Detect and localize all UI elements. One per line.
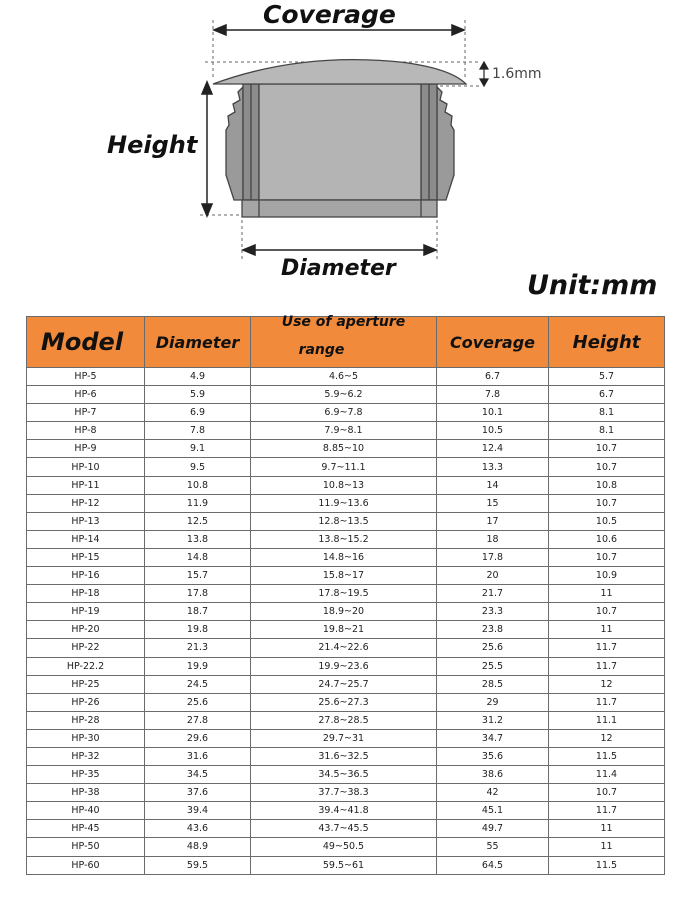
cell-coverage: 38.6 — [437, 766, 549, 784]
cell-model: HP-22 — [27, 639, 145, 657]
table-row — [27, 693, 665, 711]
cell-height: 10.7 — [549, 784, 665, 802]
cell-model: HP-11 — [27, 476, 145, 494]
cell-model: HP-22.2 — [27, 657, 145, 675]
cell-height: 6.7 — [549, 386, 665, 404]
cell-diameter: 37.6 — [145, 784, 251, 802]
table-row — [27, 530, 665, 548]
cell-height: 12 — [549, 675, 665, 693]
table-row — [27, 729, 665, 747]
cell-model: HP-40 — [27, 802, 145, 820]
cell-coverage: 25.6 — [437, 639, 549, 657]
cell-diameter: 5.9 — [145, 386, 251, 404]
cell-model: HP-18 — [27, 585, 145, 603]
cell-height: 10.7 — [549, 440, 665, 458]
diameter-label: Diameter — [281, 256, 396, 281]
cell-height: 11.7 — [549, 693, 665, 711]
table-row — [27, 639, 665, 657]
cell-coverage: 7.8 — [437, 386, 549, 404]
cell-coverage: 18 — [437, 530, 549, 548]
cell-height: 11.4 — [549, 766, 665, 784]
cell-range: 49~50.5 — [251, 838, 437, 856]
table-row — [27, 585, 665, 603]
cell-coverage: 31.2 — [437, 711, 549, 729]
cell-range: 25.6~27.3 — [251, 693, 437, 711]
cell-height: 10.9 — [549, 567, 665, 585]
diameter-arrow — [243, 245, 436, 255]
table-row — [27, 440, 665, 458]
cell-range: 13.8~15.2 — [251, 530, 437, 548]
cell-coverage: 15 — [437, 494, 549, 512]
cell-diameter: 21.3 — [145, 639, 251, 657]
cell-height: 10.7 — [549, 548, 665, 566]
cell-diameter: 10.8 — [145, 476, 251, 494]
height-label: Height — [107, 131, 198, 159]
cell-coverage: 64.5 — [437, 856, 549, 874]
thickness-label: 1.6mm — [492, 66, 542, 82]
unit-label: Unit:mm — [527, 270, 658, 301]
cell-diameter: 25.6 — [145, 693, 251, 711]
cell-height: 11.7 — [549, 802, 665, 820]
cell-diameter: 39.4 — [145, 802, 251, 820]
cell-range: 5.9~6.2 — [251, 386, 437, 404]
cell-model: HP-45 — [27, 820, 145, 838]
cell-diameter: 48.9 — [145, 838, 251, 856]
cell-coverage: 10.1 — [437, 404, 549, 422]
cell-model: HP-26 — [27, 693, 145, 711]
cell-diameter: 15.7 — [145, 567, 251, 585]
cell-height: 10.7 — [549, 603, 665, 621]
cell-model: HP-14 — [27, 530, 145, 548]
cell-diameter: 43.6 — [145, 820, 251, 838]
cell-height: 12 — [549, 729, 665, 747]
table-row — [27, 711, 665, 729]
cell-model: HP-7 — [27, 404, 145, 422]
table-row — [27, 603, 665, 621]
cell-diameter: 27.8 — [145, 711, 251, 729]
cell-coverage: 23.8 — [437, 621, 549, 639]
cell-coverage: 29 — [437, 693, 549, 711]
cell-range: 14.8~16 — [251, 548, 437, 566]
cell-model: HP-50 — [27, 838, 145, 856]
cell-model: HP-12 — [27, 494, 145, 512]
table-row — [27, 657, 665, 675]
cell-range: 11.9~13.6 — [251, 494, 437, 512]
cell-range: 27.8~28.5 — [251, 711, 437, 729]
cell-model: HP-10 — [27, 458, 145, 476]
cell-range: 39.4~41.8 — [251, 802, 437, 820]
table-row — [27, 766, 665, 784]
cell-model: HP-60 — [27, 856, 145, 874]
cell-coverage: 49.7 — [437, 820, 549, 838]
table-row — [27, 856, 665, 874]
table-row — [27, 747, 665, 765]
cell-model: HP-19 — [27, 603, 145, 621]
table-row — [27, 675, 665, 693]
cell-model: HP-28 — [27, 711, 145, 729]
cell-range: 4.6~5 — [251, 368, 437, 386]
table-row — [27, 386, 665, 404]
cell-coverage: 14 — [437, 476, 549, 494]
cell-coverage: 6.7 — [437, 368, 549, 386]
height-arrow — [202, 82, 212, 216]
cell-height: 11 — [549, 621, 665, 639]
cell-model: HP-30 — [27, 729, 145, 747]
cell-coverage: 10.5 — [437, 422, 549, 440]
cell-model: HP-9 — [27, 440, 145, 458]
cell-diameter: 12.5 — [145, 512, 251, 530]
cell-diameter: 24.5 — [145, 675, 251, 693]
header-model: Model — [27, 317, 145, 368]
plug-shape — [213, 60, 466, 217]
table-row — [27, 548, 665, 566]
cell-range: 19.9~23.6 — [251, 657, 437, 675]
cell-range: 29.7~31 — [251, 729, 437, 747]
table-row — [27, 512, 665, 530]
cell-range: 59.5~61 — [251, 856, 437, 874]
cell-height: 10.6 — [549, 530, 665, 548]
cell-height: 11 — [549, 585, 665, 603]
header-row — [27, 317, 665, 368]
cell-coverage: 34.7 — [437, 729, 549, 747]
cell-diameter: 19.9 — [145, 657, 251, 675]
cell-height: 11.5 — [549, 747, 665, 765]
table-row — [27, 621, 665, 639]
table-row — [27, 802, 665, 820]
cell-coverage: 55 — [437, 838, 549, 856]
table-row — [27, 784, 665, 802]
cell-diameter: 4.9 — [145, 368, 251, 386]
cell-range: 21.4~22.6 — [251, 639, 437, 657]
cell-model: HP-38 — [27, 784, 145, 802]
cell-model: HP-16 — [27, 567, 145, 585]
cell-coverage: 45.1 — [437, 802, 549, 820]
coverage-label: Coverage — [263, 0, 396, 29]
cell-diameter: 18.7 — [145, 603, 251, 621]
cell-diameter: 19.8 — [145, 621, 251, 639]
table-body — [27, 368, 665, 875]
cell-model: HP-25 — [27, 675, 145, 693]
cell-diameter: 17.8 — [145, 585, 251, 603]
cell-height: 8.1 — [549, 422, 665, 440]
cell-coverage: 23.3 — [437, 603, 549, 621]
cell-height: 10.7 — [549, 458, 665, 476]
cell-range: 37.7~38.3 — [251, 784, 437, 802]
cell-height: 11.7 — [549, 657, 665, 675]
cell-height: 10.7 — [549, 494, 665, 512]
cell-range: 6.9~7.8 — [251, 404, 437, 422]
cell-diameter: 11.9 — [145, 494, 251, 512]
header-height: Height — [549, 317, 665, 368]
table-row — [27, 368, 665, 386]
cell-coverage: 17 — [437, 512, 549, 530]
cell-coverage: 13.3 — [437, 458, 549, 476]
cell-model: HP-5 — [27, 368, 145, 386]
cell-height: 11.1 — [549, 711, 665, 729]
cell-model: HP-6 — [27, 386, 145, 404]
spec-table — [26, 316, 665, 875]
cell-range: 15.8~17 — [251, 567, 437, 585]
cell-height: 5.7 — [549, 368, 665, 386]
cell-range: 17.8~19.5 — [251, 585, 437, 603]
header-aperture-range — [251, 314, 437, 368]
cell-range: 9.7~11.1 — [251, 458, 437, 476]
cell-model: HP-13 — [27, 512, 145, 530]
cell-range: 12.8~13.5 — [251, 512, 437, 530]
cell-model: HP-32 — [27, 747, 145, 765]
table-row — [27, 494, 665, 512]
cell-diameter: 14.8 — [145, 548, 251, 566]
cell-height: 8.1 — [549, 404, 665, 422]
header-diameter: Diameter — [145, 317, 251, 368]
cell-diameter: 6.9 — [145, 404, 251, 422]
cell-coverage: 25.5 — [437, 657, 549, 675]
header-coverage: Coverage — [437, 317, 549, 368]
cell-coverage: 17.8 — [437, 548, 549, 566]
cell-coverage: 35.6 — [437, 747, 549, 765]
hole-plug-diagram — [0, 0, 676, 300]
cell-model: HP-8 — [27, 422, 145, 440]
cell-height: 11.5 — [549, 856, 665, 874]
cell-coverage: 20 — [437, 567, 549, 585]
cell-height: 10.8 — [549, 476, 665, 494]
header-aperture-line2: range — [298, 342, 345, 358]
cell-height: 11 — [549, 820, 665, 838]
thickness-arrow — [480, 62, 488, 86]
cell-range: 24.7~25.7 — [251, 675, 437, 693]
cell-diameter: 29.6 — [145, 729, 251, 747]
cell-range: 10.8~13 — [251, 476, 437, 494]
cell-model: HP-15 — [27, 548, 145, 566]
cell-coverage: 42 — [437, 784, 549, 802]
table-row — [27, 404, 665, 422]
cell-diameter: 7.8 — [145, 422, 251, 440]
table-row — [27, 567, 665, 585]
cell-coverage: 21.7 — [437, 585, 549, 603]
table-row — [27, 820, 665, 838]
cell-coverage: 28.5 — [437, 675, 549, 693]
cell-range: 34.5~36.5 — [251, 766, 437, 784]
cell-height: 11.7 — [549, 639, 665, 657]
cell-range: 18.9~20 — [251, 603, 437, 621]
cell-coverage: 12.4 — [437, 440, 549, 458]
cell-range: 19.8~21 — [251, 621, 437, 639]
cell-model: HP-20 — [27, 621, 145, 639]
cell-height: 10.5 — [549, 512, 665, 530]
header-aperture-line1: Use of aperture — [281, 314, 406, 330]
cell-range: 7.9~8.1 — [251, 422, 437, 440]
cell-diameter: 9.5 — [145, 458, 251, 476]
cell-diameter: 31.6 — [145, 747, 251, 765]
cell-range: 8.85~10 — [251, 440, 437, 458]
cell-range: 43.7~45.5 — [251, 820, 437, 838]
cell-diameter: 13.8 — [145, 530, 251, 548]
cell-height: 11 — [549, 838, 665, 856]
cell-range: 31.6~32.5 — [251, 747, 437, 765]
table-row — [27, 422, 665, 440]
cell-diameter: 9.1 — [145, 440, 251, 458]
table-row — [27, 476, 665, 494]
table-row — [27, 838, 665, 856]
table-row — [27, 458, 665, 476]
cell-diameter: 59.5 — [145, 856, 251, 874]
cell-model: HP-35 — [27, 766, 145, 784]
cell-diameter: 34.5 — [145, 766, 251, 784]
